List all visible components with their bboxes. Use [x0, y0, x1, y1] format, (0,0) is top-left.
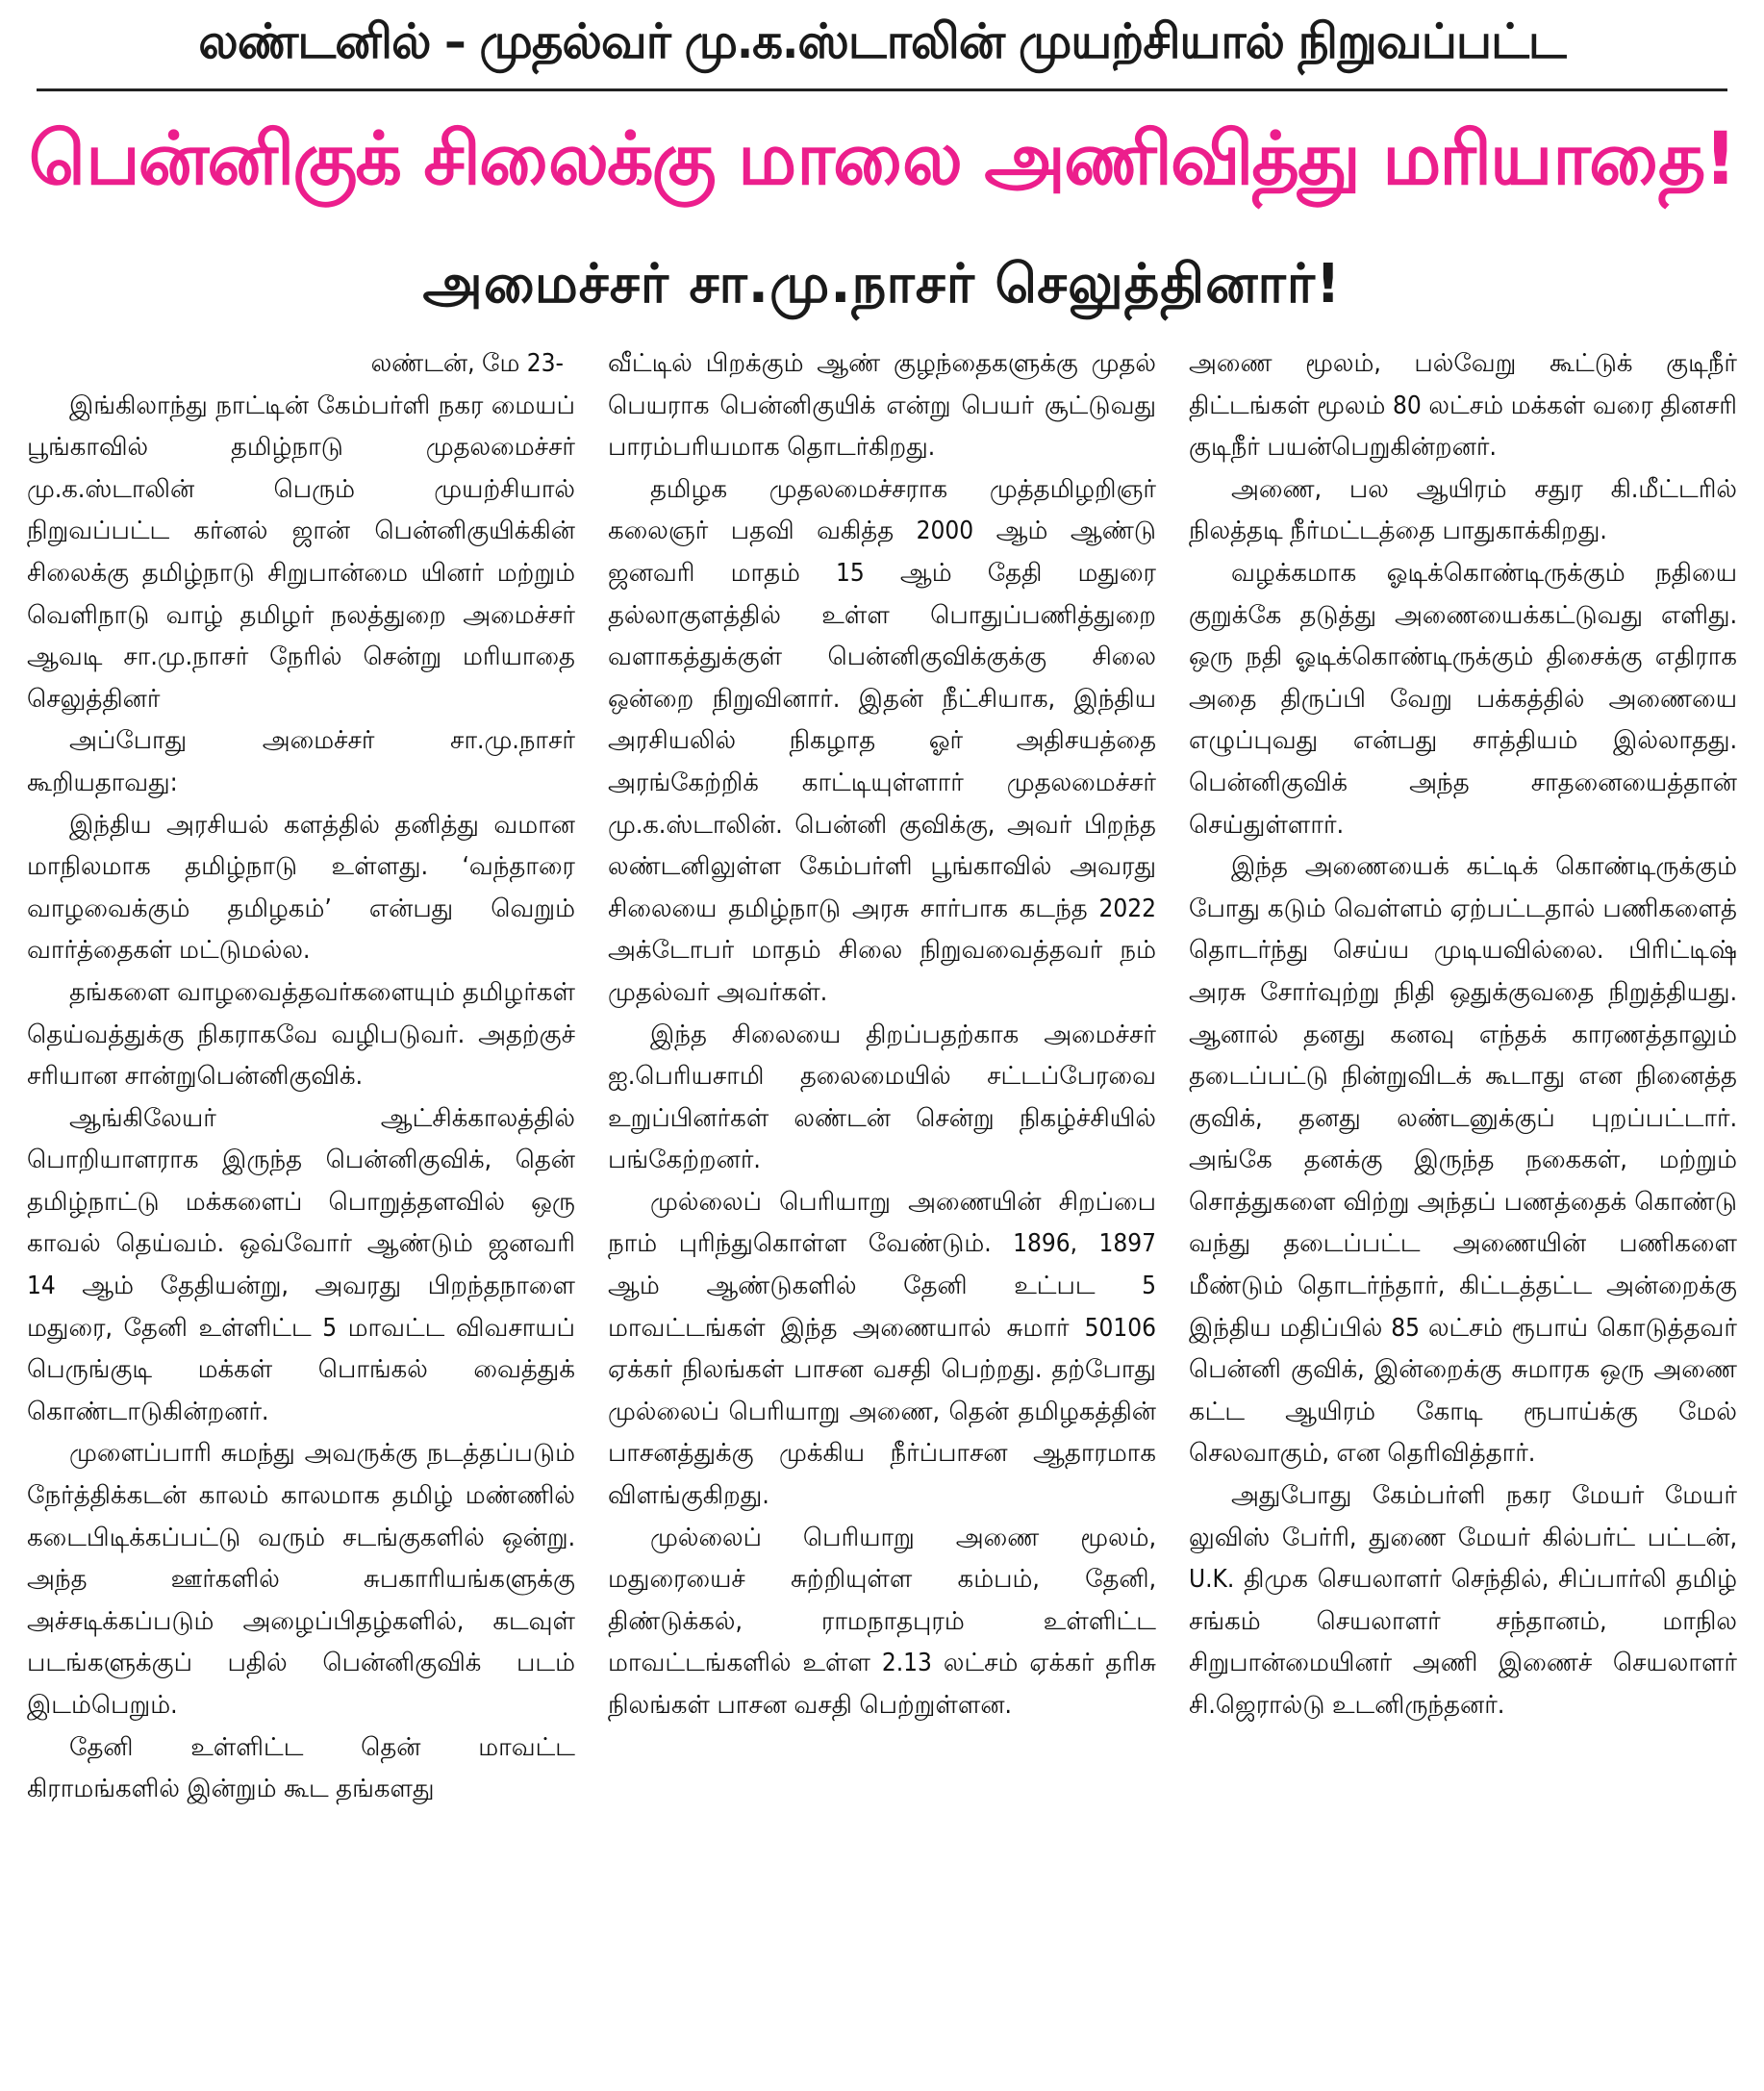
article-columns — [27, 343, 1737, 2084]
sub-headline: அமைச்சர் சா.மு.நாசர் செலுத்தினார்! — [422, 253, 1342, 315]
paragraph: அணை, பல ஆயிரம் சதுர கி.மீட்டரில் நிலத்தடி நீர்மட்டத்தை பாதுகாக்கிறது. — [1189, 474, 1737, 546]
main-headline: பென்னிகுக் சிலைக்கு மாலை அணிவித்து மரியாதை! — [28, 115, 1736, 201]
kicker-heading: லண்டனில் – முதல்வர் மு.க.ஸ்டாலின் முயற்சியால் நிறுவப்பட்ட — [198, 13, 1566, 69]
paragraph: இந்த அணையைக் கட்டிக் கொண்டிருக்கும் போது கடும் வெள்ளம் ஏற்பட்டதால் பணிகளைத் தொடர்ந்து செய்ய முடியவில்லை. பிரிட்டிஷ் அரசு சோர்வுற்று நிதி ஒதுக்குவதை நிறுத்தியது. ஆனால் தனது கனவு எந்தக் காரணத்தாலும் தடைப்பட்டு நின்றுவிடக் கூடாது என நினைத்த குவிக், தனது லண்டனுக்குப் புறப்பட்டார். அங்கே தனக்கு இருந்த நகைகள், மற்றும் சொத்துகளை விற்று அந்தப் பணத்தைக் கொண்டு வந்து தடைப்பட்ட அணையின் பணிகளை மீண்டும் தொடர்ந்தார், கிட்டத்தட்ட அன்றைக்கு இந்திய மதிப்பில் 85 லட்சம் ரூபாய் கொடுத்தவர் பென்னி குவிக், இன்றைக்கு சுமாரக ஒரு அணை கட்ட ஆயிரம் கோடி ரூபாய்க்கு மேல் செலவாகும், என தெரிவித்தார். — [1189, 852, 1737, 1469]
article-column-3 — [1189, 343, 1737, 2084]
paragraph: ஆங்கிலேயர் ஆட்சிக்காலத்தில் பொறியாளராக இருந்த பென்னிகுவிக், தென் தமிழ்நாட்டு மக்களைப் பொறுத்தளவில் ஒரு காவல் தெய்வம். ஒவ்வோர் ஆண்டும் ஜனவரி 14 ஆம் தேதியன்று, அவரது பிறந்தநாளை மதுரை, தேனி உள்ளிட்ட 5 மாவட்ட விவசாயப் பெருங்குடி மக்கள் பொங்கல் வைத்துக் கொண்டாடுகின்றனர். — [27, 1103, 575, 1426]
article-column-1 — [27, 343, 575, 2084]
paragraph: வீட்டில் பிறக்கும் ஆண் குழந்தைகளுக்கு முதல் பெயராக பென்னிகுயிக் என்று பெயர் சூட்டுவது பாரம்பரியமாக தொடர்கிறது. — [608, 349, 1156, 463]
paragraph: தமிழக முதலமைச்சராக முத்தமிழறிஞர் கலைஞர் பதவி வகித்த 2000 ஆம் ஆண்டு ஜனவரி மாதம் 15 ஆம் தேதி மதுரை தல்லாகுளத்தில் உள்ள பொதுப்பணித்துறை வளாகத்துக்குள் பென்னிகுவிக்குக்கு சிலை ஒன்றை நிறுவினார். இதன் நீட்சியாக, இந்திய அரசியலில் நிகழாத ஓர் அதிசயத்தை அரங்கேற்றிக் காட்டியுள்ளார் முதலமைச்சர் மு.க.ஸ்டாலின். பென்னி குவிக்கு, அவர் பிறந்த லண்டனிலுள்ள கேம்பர்ளி பூங்காவில் அவரது சிலையை தமிழ்நாடு அரசு சார்பாக கடந்த 2022 அக்டோபர் மாதம் சிலை நிறுவவைத்தவர் நம் முதல்வர் அவர்கள். — [608, 474, 1156, 1007]
paragraph: அணை மூலம், பல்வேறு கூட்டுக் குடிநீர் திட்டங்கள் மூலம் 80 லட்சம் மக்கள் வரை தினசரி குடிநீர் பயன்பெறுகின்றனர். — [1189, 349, 1737, 463]
paragraph: இந்த சிலையை திறப்பதற்காக அமைச்சர் ஐ.பெரியசாமி தலைமையில் சட்டப்பேரவை உறுப்பினர்கள் லண்டன் சென்று நிகழ்ச்சியில் பங்கேற்றனர். — [608, 1020, 1156, 1175]
paragraph: இந்திய அரசியல் களத்தில் தனித்து வமான மாநிலமாக தமிழ்நாடு உள்ளது. ‘வந்தாரை வாழவைக்கும் தமிழகம்’ என்பது வெறும் வார்த்தைகள் மட்டுமல்ல. — [27, 810, 575, 966]
paragraph: முல்லைப் பெரியாறு அணையின் சிறப்பை நாம் புரிந்துகொள்ள வேண்டும். 1896, 1897 ஆம் ஆண்டுகளில் தேனி உட்பட 5 மாவட்டங்கள் இந்த அணையால் சுமார் 50106 ஏக்கர் நிலங்கள் பாசன வசதி பெற்றது. தற்போது முல்லைப் பெரியாறு அணை, தென் தமிழகத்தின் பாசனத்துக்கு முக்கிய நீர்ப்பாசன ஆதாரமாக விளங்குகிறது. — [608, 1187, 1156, 1511]
paragraph: வழக்கமாக ஓடிக்கொண்டிருக்கும் நதியை குறுக்கே தடுத்து அணையைக்கட்டுவது எளிது. ஒரு நதி ஓடிக்கொண்டிருக்கும் திசைக்கு எதிராக அதை திருப்பி வேறு பக்கத்தில் அணையை எழுப்புவது என்பது சாத்தியம் இல்லாதது. பென்னிகுவிக் அந்த சாதனையைத்தான் செய்துள்ளார். — [1189, 558, 1737, 840]
paragraph: அதுபோது கேம்பர்ளி நகர மேயர் மேயர் லுவிஸ் பேர்ரி, துணை மேயர் கில்பர்ட் பட்டன், U.K. திமுக செயலாளர் செந்தில், சிப்பார்லி தமிழ் சங்கம் செயலாளர் சந்தானம், மாநில சிறுபான்மையினர் அணி இணைச் செயலாளர் சி.ஜெரால்டு உடனிருந்தனர். — [1189, 1481, 1737, 1720]
paragraph: இங்கிலாந்து நாட்டின் கேம்பர்ளி நகர மையப் பூங்காவில் தமிழ்நாடு முதலமைச்சர் மு.க.ஸ்டாலின் பெரும் முயற்சியால் நிறுவப்பட்ட கர்னல் ஜான் பென்னிகுயிக்கின் சிலைக்கு தமிழ்நாடு சிறுபான்மை யினர் மற்றும் வெளிநாடு வாழ் தமிழர் நலத்துறை அமைச்சர் ஆவடி சா.மு.நாசர் நேரில் சென்று மரியாதை செலுத்தினர் — [27, 390, 575, 714]
paragraph: தங்களை வாழவைத்தவர்களையும் தமிழர்கள் தெய்வத்துக்கு நிகராகவே வழிபடுவர். அதற்குச் சரியான சான்றுபென்னிகுவிக். — [27, 977, 575, 1092]
paragraph: முளைப்பாரி சுமந்து அவருக்கு நடத்தப்படும் நேர்த்திக்கடன் காலம் காலமாக தமிழ் மண்ணில் கடைபிடிக்கப்பட்டு வரும் சடங்குகளில் ஒன்று. அந்த ஊர்களில் சுபகாரியங்களுக்கு அச்சடிக்கப்படும் அழைப்பிதழ்களில், கடவுள் படங்களுக்குப் பதில் பென்னிகுவிக் படம் இடம்பெறும். — [27, 1439, 575, 1720]
paragraph: அப்போது அமைச்சர் சா.மு.நாசர் கூறியதாவது: — [27, 726, 575, 797]
paragraph: தேனி உள்ளிட்ட தென் மாவட்ட கிராமங்களில் இன்றும் கூட தங்களது — [27, 1732, 575, 1804]
paragraph: முல்லைப் பெரியாறு அணை மூலம், மதுரையைச் சுற்றியுள்ள கம்பம், தேனி, திண்டுக்கல், ராமநாதபுரம் உள்ளிட்ட மாவட்டங்களில் உள்ள 2.13 லட்சம் ஏக்கர் தரிசு நிலங்கள் பாசன வசதி பெற்றுள்ளன. — [608, 1523, 1156, 1720]
dateline: லண்டன், மே 23- — [370, 349, 564, 378]
article-column-2 — [608, 343, 1156, 2084]
